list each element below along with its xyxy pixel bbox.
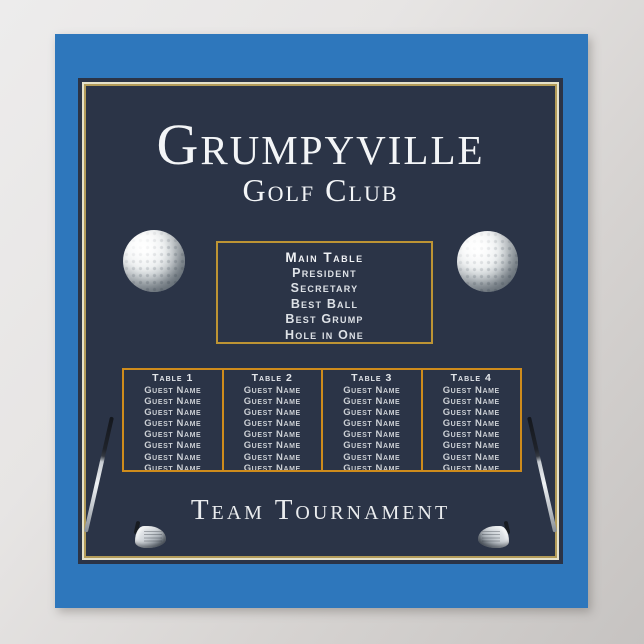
guest-list (124, 385, 222, 472)
guest-name: Guest Name (343, 407, 401, 419)
guest-name: Guest Name (343, 429, 401, 441)
guest-name: Guest Name (243, 418, 301, 430)
guest-list (224, 385, 322, 472)
seat-label: President (292, 266, 357, 280)
guest-name: Guest Name (144, 440, 202, 452)
guest-name: Guest Name (144, 418, 202, 430)
club-name-title: Grumpyville (156, 112, 485, 177)
guest-name: Guest Name (343, 440, 401, 452)
seat-label: Hole in One (285, 327, 364, 342)
table-box-2 (222, 368, 324, 472)
table-title: Table 4 (450, 372, 492, 384)
guest-name: Guest Name (144, 396, 202, 408)
guest-name: Guest Name (144, 407, 202, 419)
guest-list (323, 385, 421, 472)
golf-club-head-icon (135, 526, 166, 548)
table-title: Table 1 (152, 372, 194, 384)
guest-name: Guest Name (144, 462, 202, 472)
main-table-box (216, 241, 433, 344)
guest-name: Guest Name (243, 396, 301, 408)
seat-label: Best Ball (290, 296, 359, 311)
guest-name: Guest Name (343, 418, 401, 430)
table-title: Table 3 (351, 372, 393, 384)
golf-ball-icon (457, 231, 518, 292)
guest-name: Guest Name (243, 462, 301, 472)
guest-name: Guest Name (144, 429, 202, 441)
event-title: Team Tournament (190, 494, 451, 526)
guest-name: Guest Name (442, 418, 500, 430)
seating-chart-panel (78, 78, 563, 564)
guest-name: Guest Name (442, 451, 500, 463)
table-title: Table 2 (251, 372, 293, 384)
golf-club-head-icon (478, 526, 509, 548)
guest-name: Guest Name (243, 429, 301, 441)
guest-name: Guest Name (442, 407, 500, 419)
guest-name: Guest Name (442, 440, 500, 452)
guest-name: Guest Name (144, 385, 202, 396)
guest-name: Guest Name (144, 451, 202, 463)
guest-name: Guest Name (442, 462, 500, 472)
guest-name: Guest Name (243, 407, 301, 419)
table-box-1 (122, 368, 224, 472)
club-subtitle: Golf Club (242, 172, 399, 208)
guest-name: Guest Name (442, 429, 500, 441)
guest-name: Guest Name (442, 385, 500, 396)
main-table-seats (218, 266, 431, 343)
golf-ball-icon (123, 230, 185, 292)
guest-name: Guest Name (343, 396, 401, 408)
guest-name: Guest Name (243, 385, 301, 396)
guest-name: Guest Name (343, 451, 401, 463)
guest-name: Guest Name (442, 396, 500, 408)
guest-name: Guest Name (243, 451, 301, 463)
guest-name: Guest Name (343, 385, 401, 396)
main-table-title: Main Table (285, 250, 364, 265)
poster (55, 34, 588, 608)
table-box-4 (421, 368, 523, 472)
tables-row (122, 368, 522, 472)
guest-name: Guest Name (243, 440, 301, 452)
seat-label: Secretary (290, 281, 359, 296)
guest-name: Guest Name (343, 462, 401, 472)
guest-list (423, 385, 521, 472)
seat-label: Best Grump (285, 312, 364, 327)
table-box-3 (321, 368, 423, 472)
